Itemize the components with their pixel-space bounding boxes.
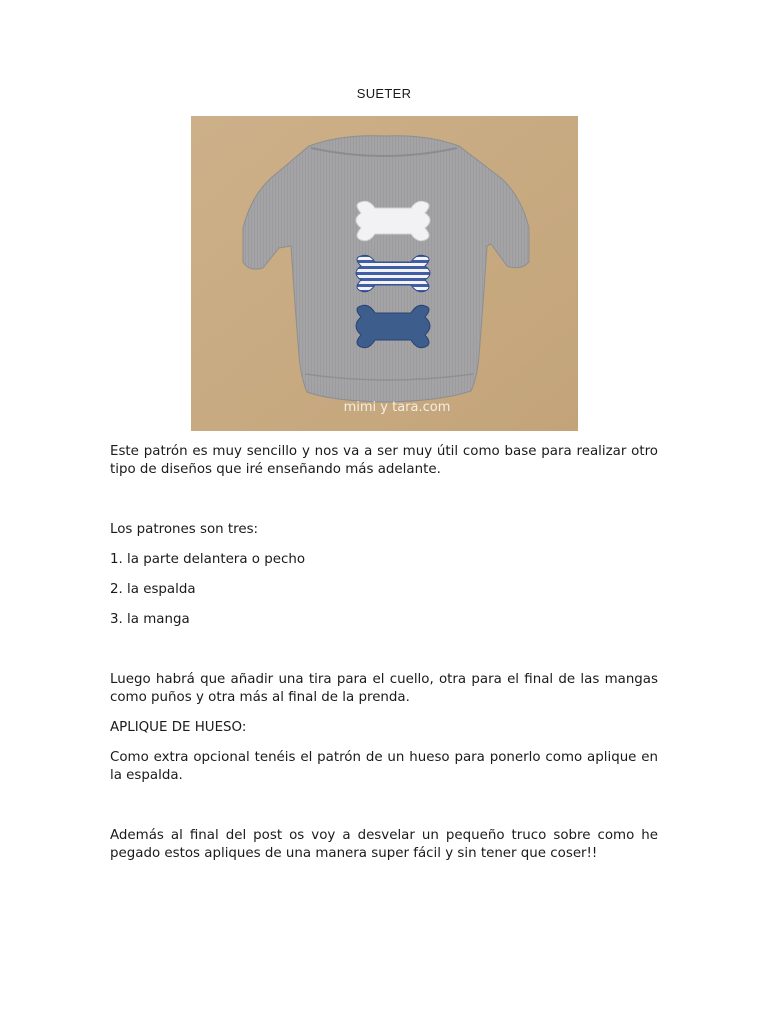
intro-paragraph: Este patrón es muy sencillo y nos va a ser muy útil como base para realizar otro tipo de diseños que iré enseñando más adelante.: [110, 444, 658, 477]
strips-paragraph: Luego habrá que añadir una tira para el cuello, otra para el final de las mangas como puños y otra más al final de la prenda.: [110, 672, 658, 705]
page-title: SUETER: [356, 86, 412, 101]
applique-paragraph: Como extra opcional tenéis el patrón de un hueso para ponerlo como aplique en la espalda.: [110, 750, 658, 783]
pattern-item: 3. la manga: [110, 612, 190, 627]
closing-paragraph: Además al final del post os voy a desvelar un pequeño truco sobre como he pegado estos apliques de una manera super fácil y sin tener que coser!!: [110, 828, 658, 861]
pattern-item: 2. la espalda: [110, 582, 196, 597]
sweater-photo: [191, 116, 578, 431]
pattern-item: 1. la parte delantera o pecho: [110, 552, 306, 567]
patterns-intro: Los patrones son tres:: [110, 522, 259, 537]
photo-watermark: mimi y tara.com: [343, 400, 451, 415]
applique-heading: APLIQUE DE HUESO:: [110, 720, 247, 735]
